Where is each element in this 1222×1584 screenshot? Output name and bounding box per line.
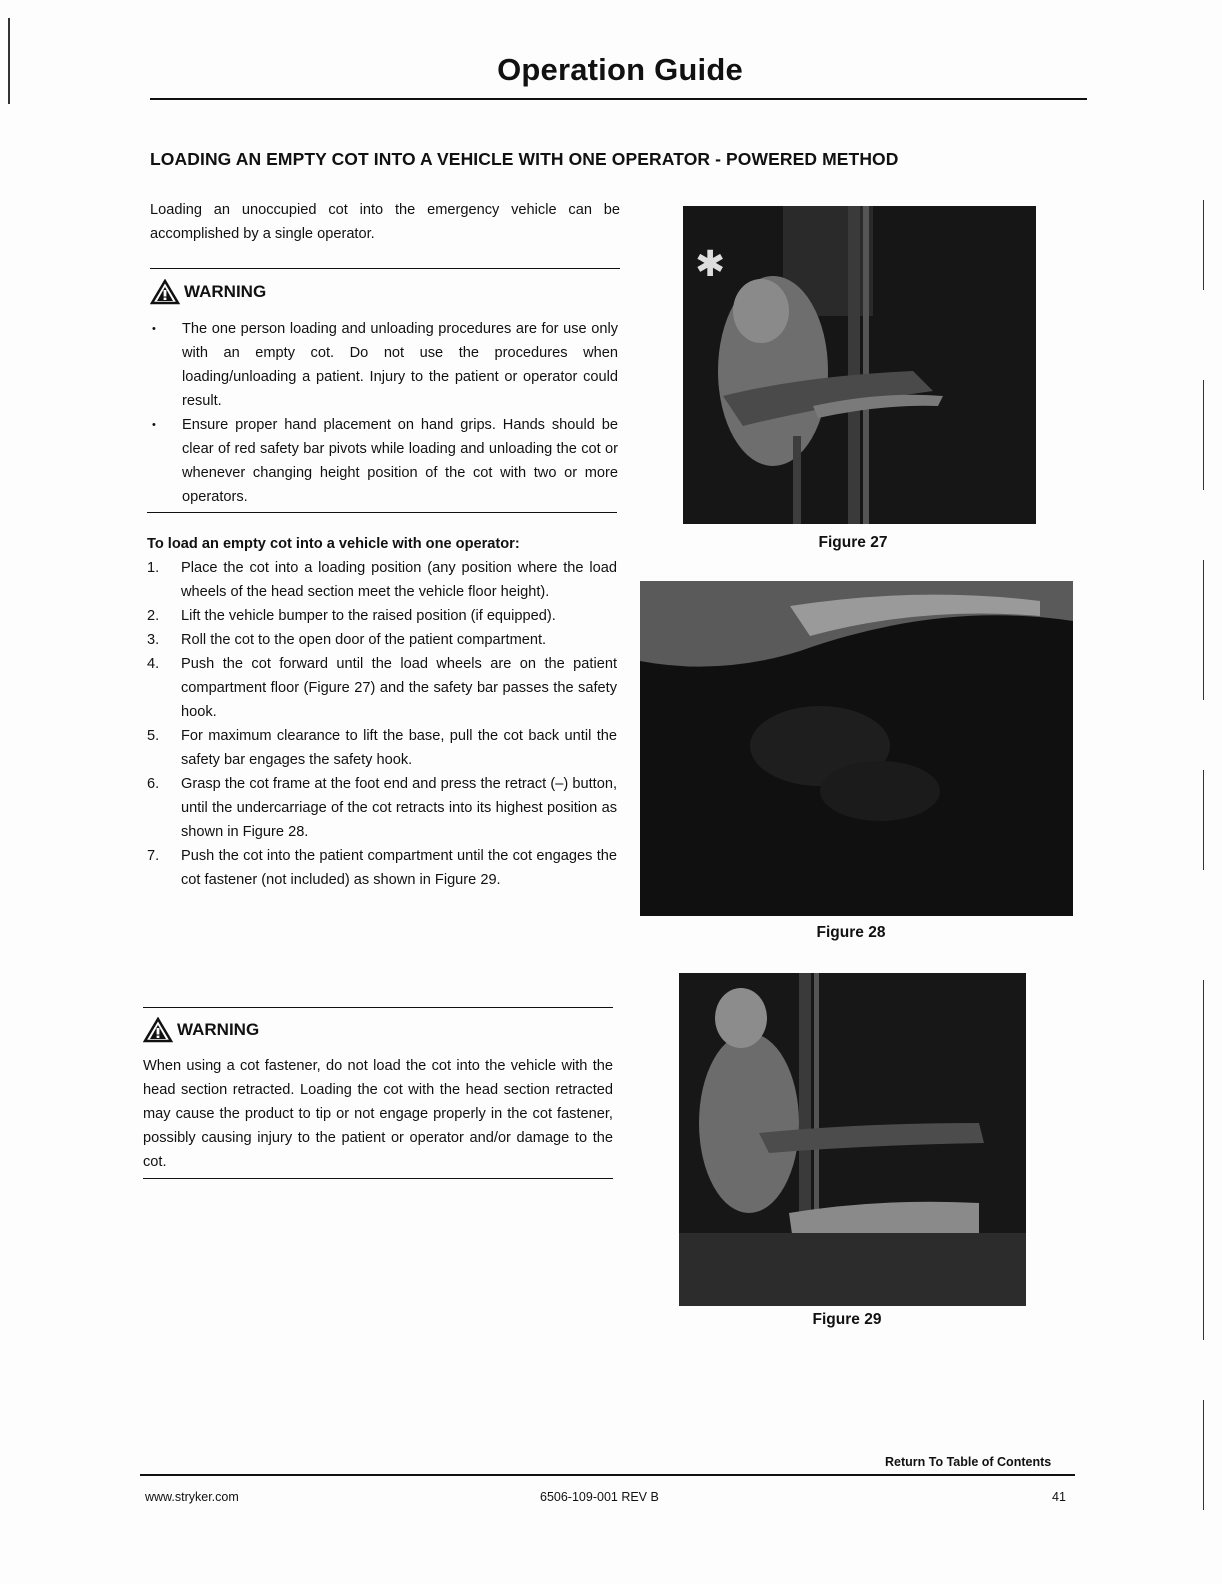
warning2-bottom-rule	[143, 1178, 613, 1179]
warning1-label: WARNING	[184, 282, 267, 301]
step-number: 3.	[147, 632, 160, 648]
warning2-text: When using a cot fastener, do not load the cot into the vehicle with the head section retracted. Loading the cot with the head section retracted may cause the product to tip or not engage properly in the cot fastener, possibly causing injury to the patient or operator and/or damage to the cot.	[143, 1058, 613, 1170]
step-item	[147, 628, 617, 652]
figure-28-caption: Figure 28	[816, 924, 886, 941]
step-item	[147, 772, 617, 844]
step-text: Push the cot into the patient compartment until the cot engages the cot fastener (not included) as shown in Figure 29.	[181, 848, 617, 888]
footer-doc-number: 6506-109-001 REV B	[540, 1490, 659, 1504]
figure-27-image	[683, 206, 1036, 524]
step-text: Roll the cot to the open door of the patient compartment.	[181, 632, 547, 648]
step-text: Grasp the cot frame at the foot end and press the retract (–) button, until the undercarriage of the cot retracts into its highest position as shown in Figure 28.	[181, 776, 617, 840]
step-number: 2.	[147, 608, 160, 624]
scan-edge-mark	[1203, 980, 1204, 1340]
steps-list	[147, 556, 617, 892]
warning2-label: WARNING	[177, 1020, 260, 1039]
scan-edge-mark	[1203, 200, 1204, 290]
step-item	[147, 556, 617, 604]
steps-intro: To load an empty cot into a vehicle with one operator:	[147, 536, 520, 552]
step-text: Push the cot forward until the load wheels are on the patient compartment floor (Figure 27) and the safety bar passes the safety hook.	[181, 656, 617, 720]
warning2-heading	[143, 1017, 259, 1043]
warning1-bullet: • The one person loading and unloading procedures are for use only with an empty cot. Do not use the procedures when loading/unloading a patient. Injury to the patient or operator could result.	[150, 317, 618, 413]
step-text: Lift the vehicle bumper to the raised position (if equipped).	[181, 608, 556, 624]
scan-edge-mark	[1203, 770, 1204, 870]
return-to-toc-link[interactable]: Return To Table of Contents	[885, 1455, 1052, 1469]
warning1-top-rule	[150, 268, 620, 269]
step-item	[147, 724, 617, 772]
warning1-heading	[150, 279, 266, 305]
step-text: Place the cot into a loading position (any position where the load wheels of the head section meet the vehicle floor height).	[181, 560, 617, 600]
svg-text:✱: ✱	[695, 244, 726, 285]
figure-29-image	[679, 973, 1026, 1306]
step-text: For maximum clearance to lift the base, pull the cot back until the safety bar engages the safety hook.	[181, 728, 617, 768]
scan-edge-mark	[1203, 560, 1204, 700]
warning2-top-rule	[143, 1007, 613, 1008]
step-number: 1.	[147, 560, 160, 576]
step-item	[147, 844, 617, 892]
warning-triangle-icon	[150, 279, 180, 305]
figure-28-image	[640, 581, 1073, 916]
step-number: 6.	[147, 776, 160, 792]
warning1-bullet: • Ensure proper hand placement on hand grips. Hands should be clear of red safety bar pivots while loading and unloading the cot or whenever changing height position of the cot with two or more operators.	[150, 413, 618, 509]
scan-edge-mark	[1203, 380, 1204, 490]
section-title: LOADING AN EMPTY COT INTO A VEHICLE WITH ONE OPERATOR - POWERED METHOD	[150, 149, 899, 169]
figure-27-caption: Figure 27	[818, 534, 888, 551]
page-title: Operation Guide	[497, 52, 743, 87]
footer-rule	[140, 1474, 1075, 1476]
step-number: 7.	[147, 848, 160, 864]
step-item	[147, 604, 617, 628]
scan-edge-mark	[1203, 1400, 1204, 1510]
step-item	[147, 652, 617, 724]
footer-website: www.stryker.com	[145, 1490, 239, 1504]
step-number: 5.	[147, 728, 160, 744]
warning1-bottom-rule	[147, 512, 617, 513]
header-rule	[150, 98, 1087, 100]
figure-29-caption: Figure 29	[812, 1311, 882, 1328]
step-number: 4.	[147, 656, 160, 672]
warning-triangle-icon	[143, 1017, 173, 1043]
intro-paragraph: Loading an unoccupied cot into the emergency vehicle can be accomplished by a single operator.	[150, 202, 620, 242]
warning1-bullets	[150, 317, 618, 509]
footer-page-number: 41	[1052, 1490, 1066, 1504]
